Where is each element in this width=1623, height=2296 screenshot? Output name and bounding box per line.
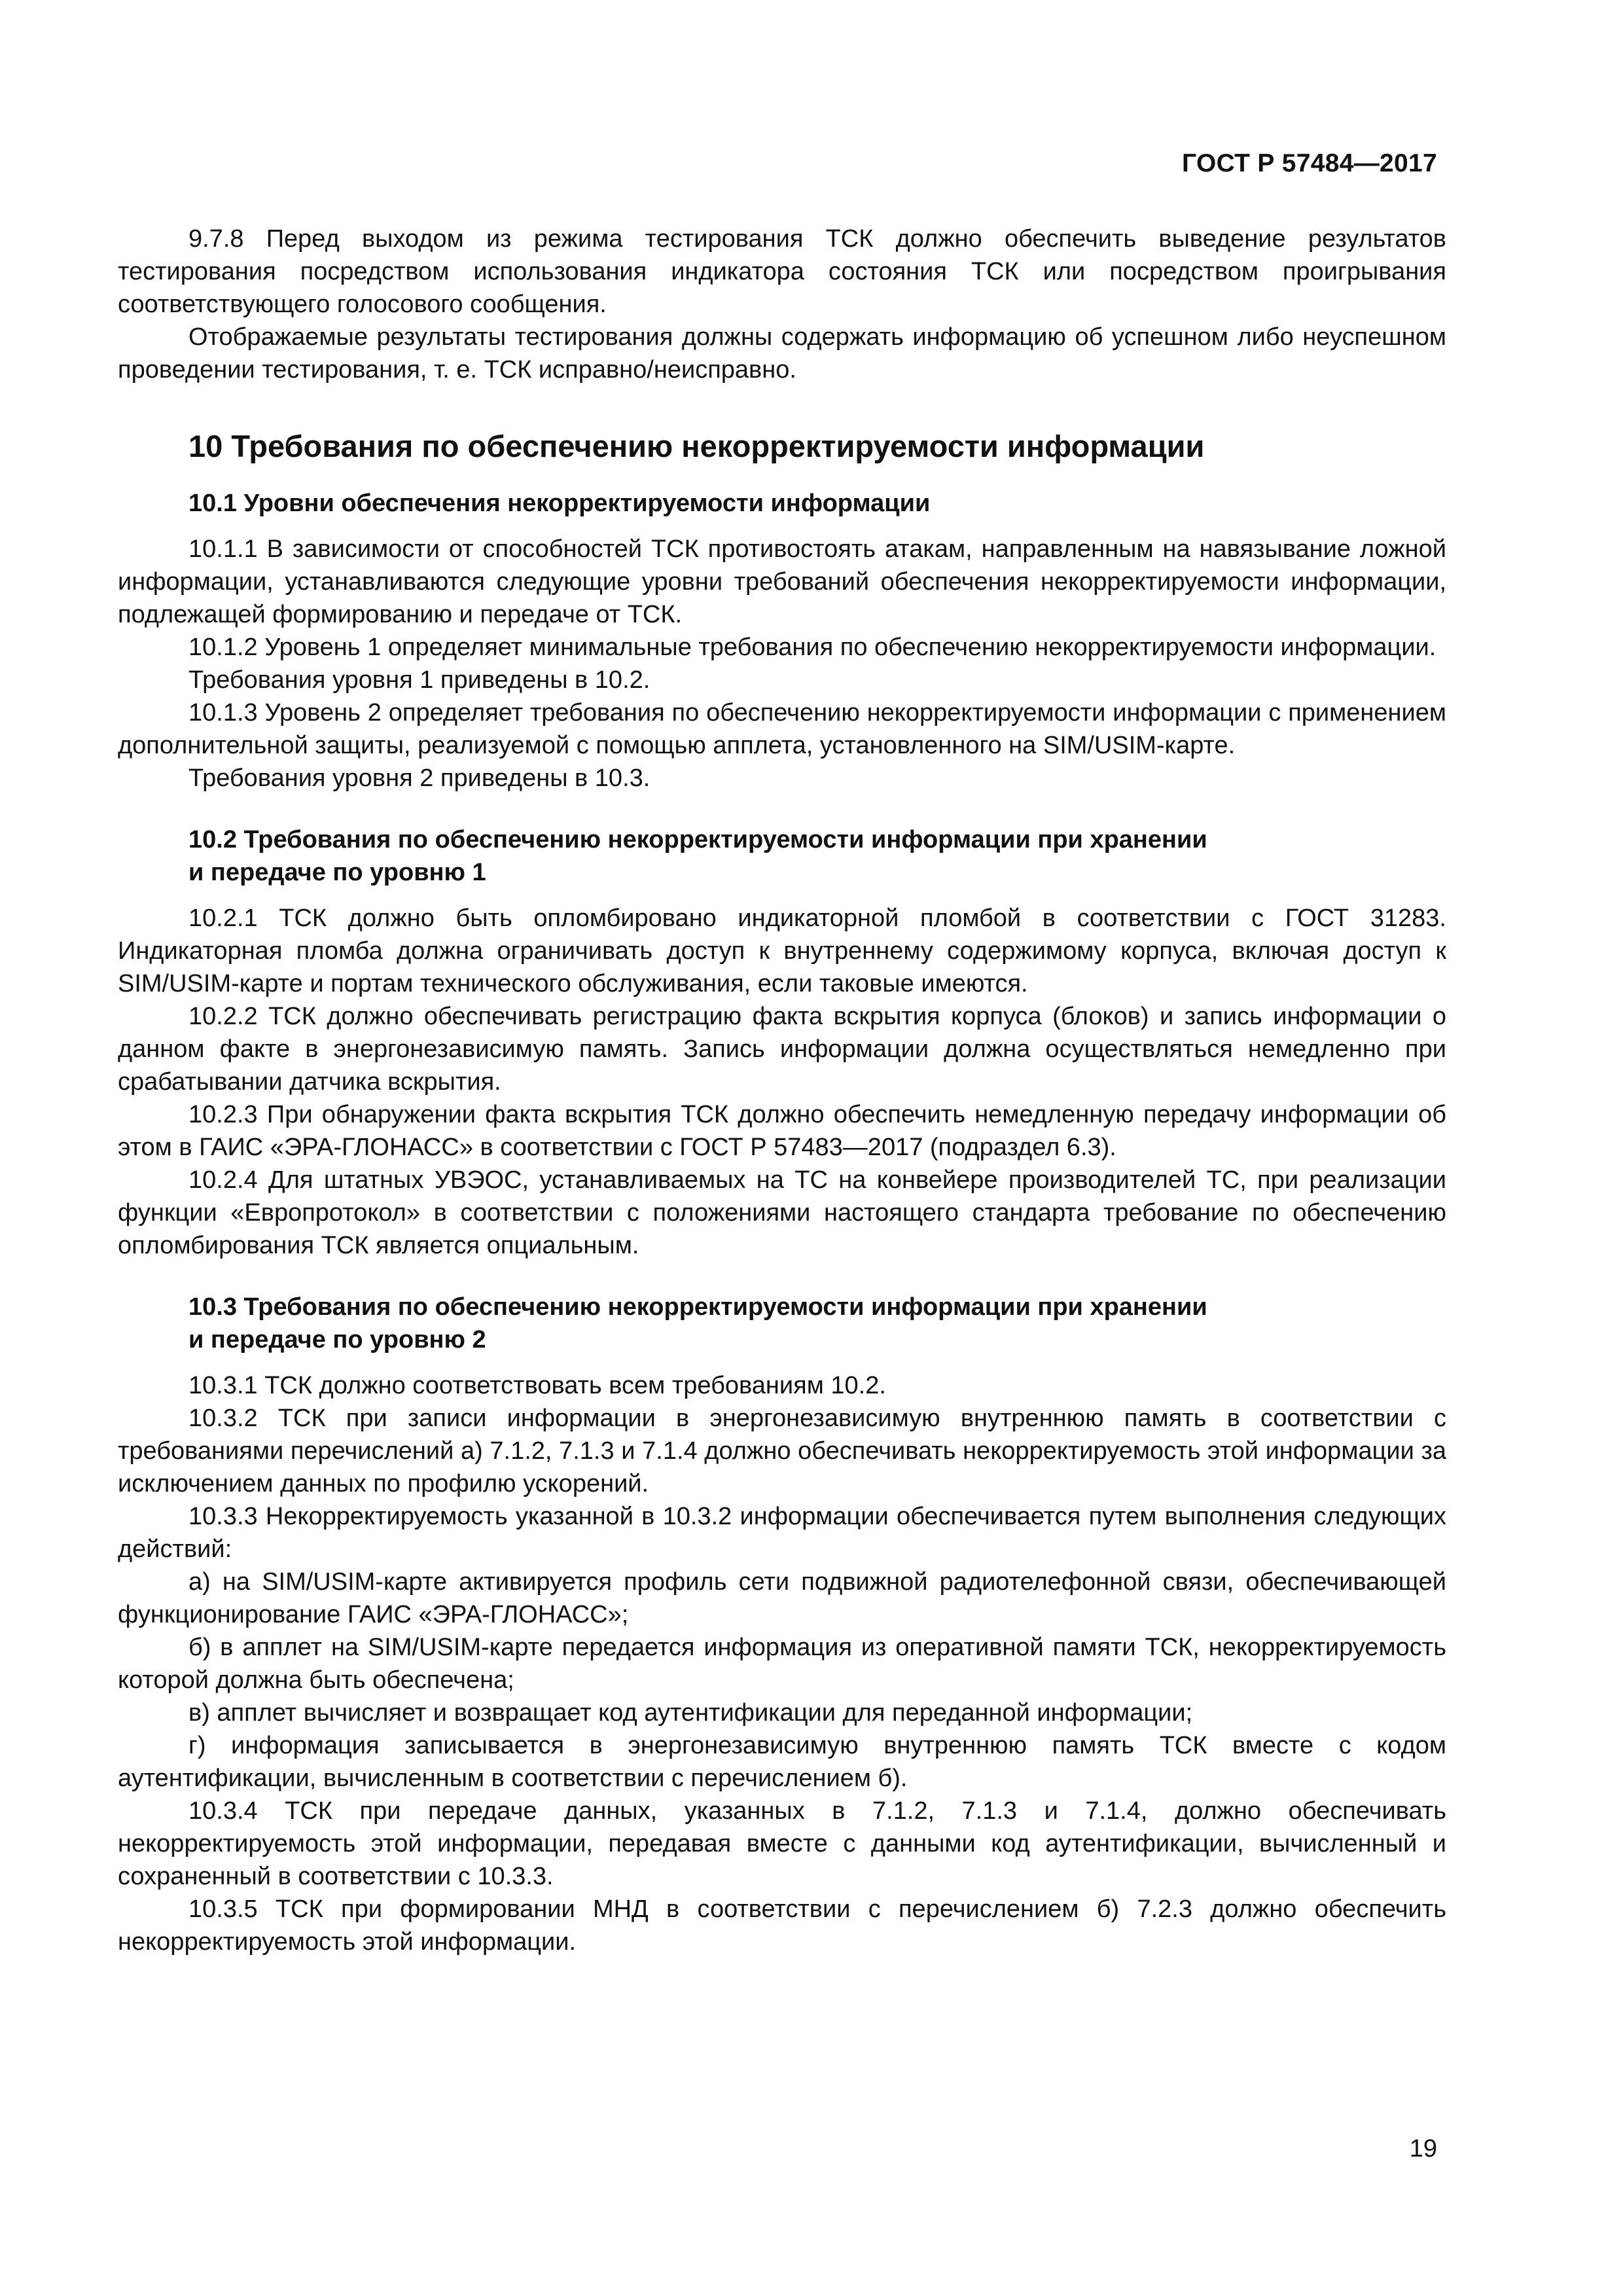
subsection-title: 10.1 Уровни обеспечения некорректируемости информации xyxy=(188,490,931,517)
paragraph: 10.1.1 В зависимости от способностей ТСК противостоять атакам, направленным на навязывание ложной информации, устанавливаются следующие уровни требований обеспечения некорректируемости информации, подлежащей формированию и передаче от ТСК. xyxy=(118,535,1446,628)
paragraph: 10.2.2 ТСК должно обеспечивать регистрацию факта вскрытия корпуса (блоков) и запись информации о данном факте в энергонезависимую память. Запись информации должна осуществляться немедленно при срабатывании датчика вскрытия. xyxy=(118,1003,1446,1096)
paragraph: Требования уровня 1 приведены в 10.2. xyxy=(188,666,651,694)
paragraph: 10.3.2 ТСК при записи информации в энергонезависимую внутреннюю память в соответствии с требованиями перечислений а) 7.1.2, 7.1.3 и 7.1.4 должно обеспечивать некорректируемость этой информации за исключением данных по профилю ускорений. xyxy=(118,1405,1446,1498)
subsection-title-line: 10.3 Требования по обеспечению некорректируемости информации при хранении xyxy=(188,1293,1207,1321)
paragraph: 10.3.3 Некорректируемость указанной в 10.3.2 информации обеспечивается путем выполнения следующих действий: xyxy=(118,1503,1446,1563)
list-item: в) апплет вычисляет и возвращает код аутентификации для переданной информации; xyxy=(188,1699,1193,1727)
list-item: а) на SIM/USIM-карте активируется профиль сети подвижной радиотелефонной связи, обеспечивающей функционирование ГАИС «ЭРА-ГЛОНАСС»; xyxy=(118,1568,1446,1628)
paragraph: 10.2.3 При обнаружении факта вскрытия ТСК должно обеспечить немедленную передачу информации об этом в ГАИС «ЭРА-ГЛОНАСС» в соответствии с ГОСТ Р 57483—2017 (подраздел 6.3). xyxy=(118,1101,1446,1161)
paragraph: 10.3.5 ТСК при формировании МНД в соответствии с перечислением б) 7.2.3 должно обеспечить некорректируемость этой информации. xyxy=(118,1895,1446,1956)
list-item: б) в апплет на SIM/USIM-карте передается информация из оперативной памяти ТСК, некорректируемость которой должна быть обеспечена; xyxy=(118,1634,1446,1694)
subsection-title-line: и передаче по уровню 1 xyxy=(188,859,486,886)
paragraph: Отображаемые результаты тестирования должны содержать информацию об успешном либо неуспешном проведении тестирования, т. е. ТСК исправно/неисправно. xyxy=(118,323,1446,384)
standard-header: ГОСТ Р 57484—2017 xyxy=(1182,149,1437,177)
paragraph: 10.2.4 Для штатных УВЭОС, устанавливаемых на ТС на конвейере производителей ТС, при реализации функции «Европротокол» в соответствии с положениями настоящего стандарта требование по обеспечению опломбирования ТСК является опциальным. xyxy=(118,1166,1446,1259)
paragraph: 10.3.1 ТСК должно соответствовать всем требованиям 10.2. xyxy=(188,1372,886,1399)
section-title: 10 Требования по обеспечению некорректируемости информации xyxy=(188,429,1205,463)
subsection-title xyxy=(118,1291,1446,1356)
paragraph: 9.7.8 Перед выходом из режима тестирования ТСК должно обеспечить выведение результатов тестирования посредством использования индикатора состояния ТСК или посредством проигрывания соответствующего голосового сообщения. xyxy=(118,225,1446,318)
subsection-title xyxy=(118,823,1446,889)
paragraph: 10.1.3 Уровень 2 определяет требования по обеспечению некорректируемости информации с применением дополнительной защиты, реализуемой с помощью апплета, установленного на SIM/USIM-карте. xyxy=(118,699,1446,759)
subsection-title-line: 10.2 Требования по обеспечению некорректируемости информации при хранении xyxy=(188,826,1207,853)
paragraph: 10.3.4 ТСК при передаче данных, указанных в 7.1.2, 7.1.3 и 7.1.4, должно обеспечивать некорректируемость этой информации, передавая вместе с данными код аутентификации, вычисленный и сохраненный в соответствии с 10.3.3. xyxy=(118,1797,1446,1890)
list-item: г) информация записывается в энергонезависимую внутреннюю память ТСК вместе с кодом аутентификации, вычисленным в соответствии с перечислением б). xyxy=(118,1732,1446,1792)
page-content xyxy=(118,223,1446,1958)
page-number: 19 xyxy=(1409,2135,1437,2162)
subsection-title-line: и передаче по уровню 2 xyxy=(188,1326,486,1354)
paragraph: 10.2.1 ТСК должно быть опломбировано индикаторной пломбой в соответствии с ГОСТ 31283. Индикаторная пломба должна ограничивать доступ к внутреннему содержимому корпуса, включая доступ к SIM/USIM-карте и портам технического обслуживания, если таковые имеются. xyxy=(118,905,1446,997)
paragraph: 10.1.2 Уровень 1 определяет минимальные требования по обеспечению некорректируемости информации. xyxy=(188,634,1436,661)
paragraph: Требования уровня 2 приведены в 10.3. xyxy=(188,764,651,792)
